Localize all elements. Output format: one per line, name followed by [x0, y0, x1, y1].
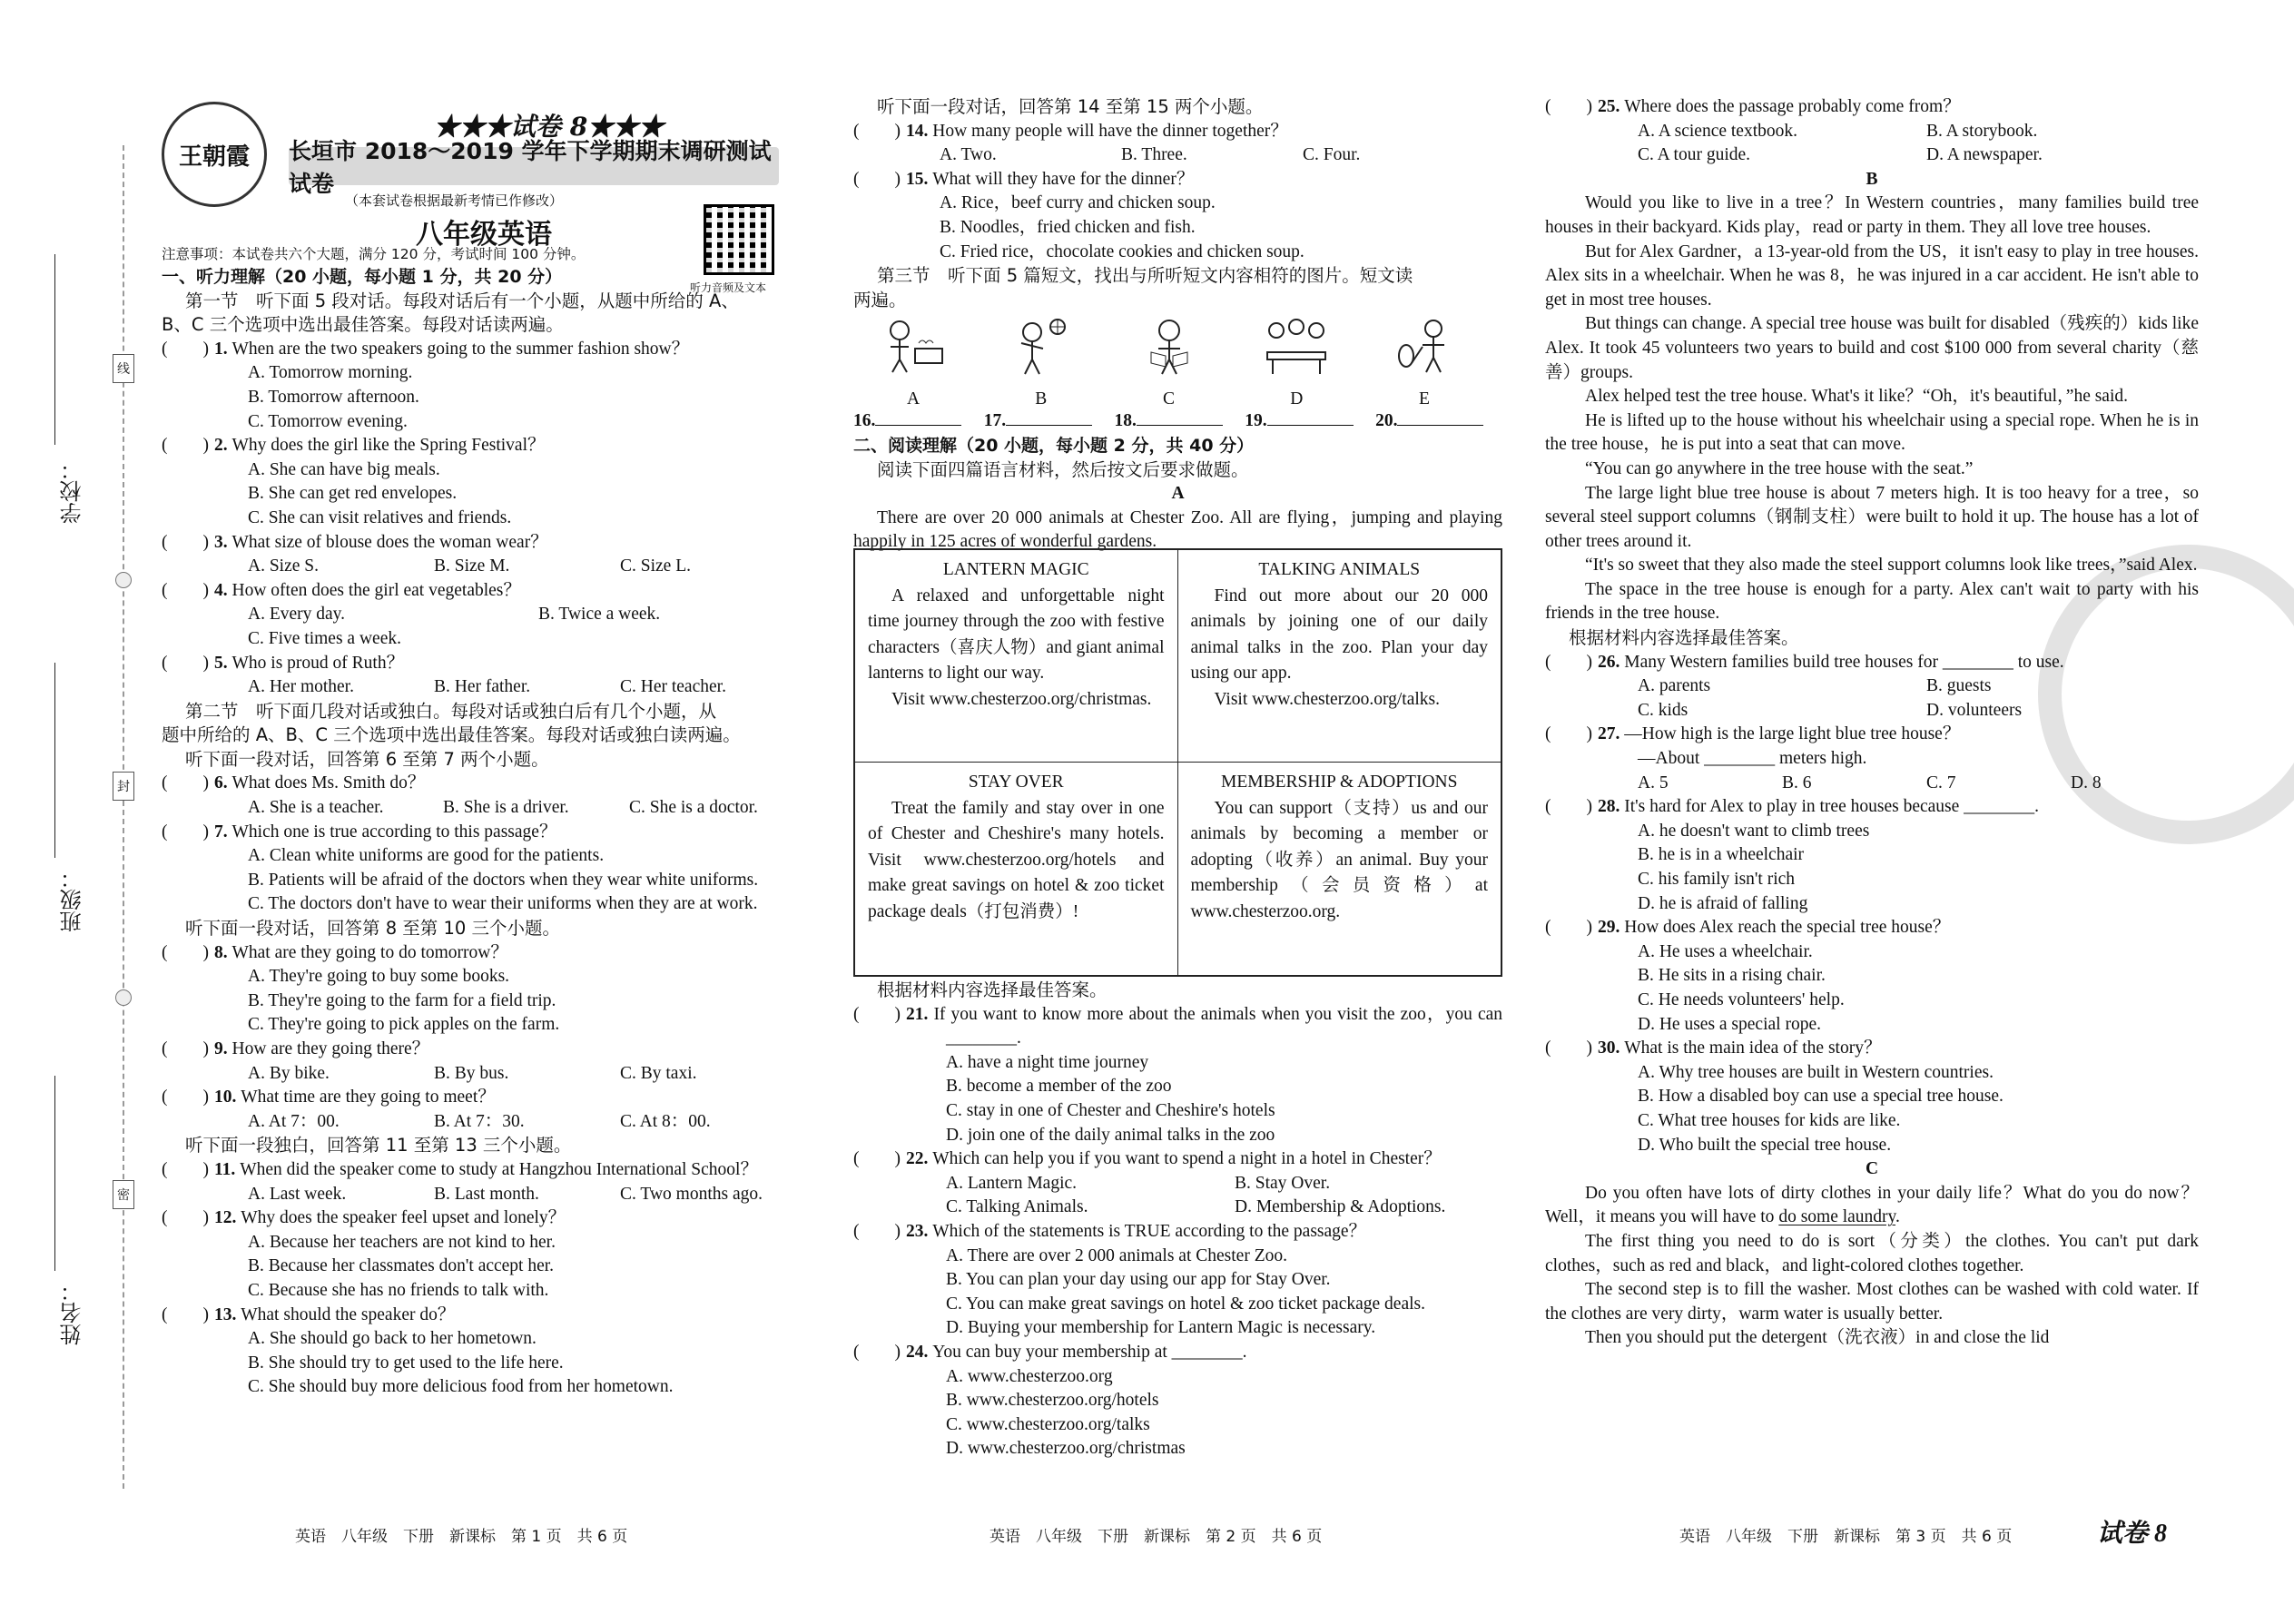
- subject-title: 八年级英语: [416, 219, 552, 251]
- picture-label: B: [1035, 389, 1048, 408]
- section-heading: 二、阅读理解（20 小题，每小题 2 分，共 40 分）: [853, 435, 1255, 456]
- paragraph: Would you like to live in a tree？In Western countries，many families build tree houses in their backyard. Kids play，read or party in them. They all love tree houses.: [1545, 193, 2199, 237]
- picture-b[interactable]: [999, 316, 1083, 408]
- option-c[interactable]: C. stay in one of Chester and Cheshire's hotels: [946, 1100, 1275, 1120]
- option-b[interactable]: B. Patients will be afraid of the doctors when they wear white uniforms.: [248, 870, 759, 890]
- option-b[interactable]: B. he is in a wheelchair: [1638, 845, 1805, 865]
- option-b[interactable]: B. A storybook.: [1926, 121, 2038, 141]
- answer-blanks: 16. 17. 18. 19. 20.: [853, 408, 1502, 434]
- picture-label: D: [1290, 389, 1304, 408]
- option-c[interactable]: C. Talking Animals.: [946, 1197, 1088, 1217]
- option-a[interactable]: A. have a night time journey: [946, 1052, 1149, 1072]
- option-d[interactable]: D. He uses a special rope.: [1638, 1014, 1821, 1034]
- box-title: MEMBERSHIP & ADOPTIONS: [1221, 773, 1458, 792]
- school-label: 学校：: [60, 458, 85, 524]
- option-b[interactable]: B. 6: [1782, 773, 1812, 792]
- paragraph: “It's so sweet that they also made the steel support columns look like trees，”said Alex.: [1585, 556, 2198, 576]
- question-9: ( ) 9. How are they going there？: [162, 1039, 430, 1058]
- question-28: ( ) 28. It's hard for Alex to play in tree houses because ________.: [1545, 797, 2040, 817]
- question-25: ( ) 25. Where does the passage probably come from？: [1545, 97, 1961, 116]
- box-title: STAY OVER: [968, 773, 1064, 792]
- paragraph: He is lifted up to the house without his wheelchair using a special rope. When he is in the tree house，he is put into a seat that can move.: [1545, 410, 2199, 455]
- passage-label: A: [1171, 484, 1185, 504]
- question-10: ( ) 10. What time are they going to meet？: [162, 1088, 496, 1107]
- option-b[interactable]: B. Because her classmates don't accept her.: [248, 1256, 555, 1276]
- option-b[interactable]: B. Three.: [1121, 145, 1187, 165]
- name-label: 姓名：: [60, 1280, 85, 1345]
- instructions: 听下面一段独白，回答第 11 至第 13 三个小题。: [185, 1135, 572, 1156]
- question-14: ( ) 14. How many people will have the dinner together？: [853, 121, 1288, 141]
- cut-line: [123, 145, 124, 1489]
- underlined-phrase: do some laundry: [1778, 1207, 1896, 1227]
- option-b[interactable]: B. become a member of the zoo: [946, 1077, 1172, 1097]
- option-c[interactable]: C. Because she has no friends to talk with.: [248, 1280, 549, 1300]
- option-c[interactable]: C. his family isn't rich: [1638, 870, 1796, 889]
- picture-a[interactable]: [871, 316, 955, 408]
- option-c[interactable]: C. He needs volunteers' help.: [1638, 989, 1845, 1009]
- revision-note: （本套试卷根据最新考情已作修改）: [345, 192, 564, 209]
- option-c[interactable]: C. You can make great savings on hotel & zoo ticket package deals.: [946, 1294, 1425, 1314]
- instructions: 阅读下面四篇语言材料，然后按文后要求做题。: [877, 458, 1249, 480]
- option-b[interactable]: B. You can plan your day using our app for Stay Over.: [946, 1270, 1331, 1290]
- seal-mark: 密: [113, 1180, 134, 1209]
- option-a[interactable]: A. parents: [1638, 676, 1711, 696]
- question-29: ( ) 29. How does Alex reach the special tree house？: [1545, 918, 1951, 938]
- box-link: Visit www.chesterzoo.org/talks.: [1214, 689, 1440, 709]
- instructions: 第三节 听下面 5 篇短文，找出与所听短文内容相符的图片。短文读: [877, 265, 1413, 287]
- option-d[interactable]: D. join one of the daily animal talks in the zoo: [946, 1125, 1275, 1145]
- option-a[interactable]: A. Two.: [940, 145, 997, 165]
- question-15: ( ) 15. What will they have for the dinner？: [853, 169, 1195, 189]
- page-2-column: [853, 95, 1502, 555]
- option-a[interactable]: A. 5: [1638, 773, 1669, 792]
- question-line: —About ________ meters high.: [1638, 749, 1867, 769]
- paper-number-tag: 试卷 8: [2097, 1520, 2168, 1548]
- instructions: 题中所给的 A、B、C 三个选项中选出最佳答案。每段对话或独白读两遍。: [162, 724, 741, 746]
- answer-blank[interactable]: [1397, 408, 1483, 426]
- option-b[interactable]: B. By bus.: [434, 1063, 509, 1083]
- option-a[interactable]: A. She should go back to her hometown.: [248, 1329, 537, 1349]
- option-c[interactable]: C. Two months ago.: [620, 1184, 763, 1204]
- option-a[interactable]: A. She can have big meals.: [248, 459, 440, 479]
- paragraph: Then you should put the detergent（洗衣液）in and close the lid: [1585, 1328, 2050, 1348]
- school-line: [54, 254, 55, 445]
- publisher-logo: 王朝霞: [162, 102, 267, 207]
- option-a[interactable]: A. Rice，beef curry and chicken soup.: [940, 193, 1216, 213]
- instructions: 第二节 听下面几段对话或独白。每段对话或独白后有几个小题，从: [185, 700, 717, 722]
- page-3-column: [1545, 95, 2199, 1351]
- question-1: ( ) 1. When are the two speakers going to the summer fashion show？: [162, 339, 690, 359]
- question-4: ( ) 4. How often does the girl eat vegetables？: [162, 580, 521, 600]
- option-b[interactable]: B. guests: [1926, 676, 1992, 696]
- instructions: 听下面一段对话，回答第 6 至第 7 两个小题。: [185, 748, 549, 770]
- picture-d[interactable]: [1255, 316, 1338, 408]
- cooking-icon: [877, 316, 950, 379]
- instructions: 听下面一段对话，回答第 8 至第 10 三个小题。: [185, 918, 561, 940]
- option-c[interactable]: C. A tour guide.: [1638, 145, 1751, 165]
- reading-icon: [1133, 316, 1206, 379]
- question-5: ( ) 5. Who is proud of Ruth？: [162, 653, 405, 673]
- qr-caption: 听力音频及文本: [690, 281, 767, 294]
- option-b[interactable]: B. Twice a week.: [538, 605, 661, 625]
- question-11: ( ) 11. When did the speaker come to study at Hangzhou International School？: [162, 1159, 758, 1179]
- class-label: 班级：: [60, 867, 85, 932]
- option-c[interactable]: C. She is a doctor.: [629, 798, 758, 818]
- zoo-info-table: [853, 548, 1502, 977]
- instructions: 两遍。: [853, 289, 907, 310]
- picture-c[interactable]: [1127, 316, 1211, 408]
- option-c[interactable]: C. Tomorrow evening.: [248, 411, 408, 431]
- option-a[interactable]: A. Size S.: [248, 556, 319, 576]
- box-text: You can support（支持）us and our animals by becoming a member or adopting（收养）an animal. Buy your membership（会员资格）at www.chesterzoo.org.: [1190, 798, 1488, 921]
- name-line: [54, 1076, 55, 1271]
- option-b[interactable]: B. Her father.: [434, 677, 531, 697]
- binding-hole: [115, 572, 132, 588]
- option-c[interactable]: C. Fried rice，chocolate cookies and chicken soup.: [940, 241, 1305, 261]
- option-c[interactable]: C. kids: [1638, 700, 1689, 720]
- option-a[interactable]: A. Because her teachers are not kind to her.: [248, 1232, 556, 1252]
- picture-label: E: [1419, 389, 1430, 408]
- option-d[interactable]: D. volunteers: [1926, 700, 2023, 720]
- option-b[interactable]: B. Noodles，fried chicken and fish.: [940, 217, 1196, 237]
- option-d[interactable]: D. Who built the special tree house.: [1638, 1135, 1892, 1155]
- section-heading: 一、听力理解（20 小题，每小题 1 分，共 20 分）: [162, 267, 563, 287]
- question-12: ( ) 12. Why does the speaker feel upset and lonely？: [162, 1208, 566, 1228]
- page-2-questions: [853, 979, 1502, 1462]
- question-22: ( ) 22. Which can help you if you want to spend a night in a hotel in Chester？: [853, 1149, 1442, 1169]
- option-a[interactable]: A. A science textbook.: [1638, 121, 1798, 141]
- box-text: Find out more about our 20 000 animals by joining one of our daily animal talks in the zoo. Plan your day using our app.: [1190, 586, 1488, 683]
- option-a[interactable]: A. www.chesterzoo.org: [946, 1366, 1113, 1386]
- option-a[interactable]: A. There are over 2 000 animals at Chester Zoo.: [946, 1245, 1287, 1265]
- seal-mark: 线: [113, 354, 134, 383]
- question-30: ( ) 30. What is the main idea of the story？: [1545, 1038, 1882, 1058]
- option-b[interactable]: B. He sits in a rising chair.: [1638, 966, 1826, 986]
- exam-notice: 注意事项：本试卷共六个大题，满分 120 分，考试时间 100 分钟。: [162, 246, 586, 262]
- option-b[interactable]: B. She is a driver.: [443, 798, 569, 818]
- option-c[interactable]: C. 7: [1926, 773, 1956, 792]
- question-6: ( ) 6. What does Ms. Smith do？: [162, 773, 426, 793]
- option-c[interactable]: C. She can visit relatives and friends.: [248, 507, 512, 527]
- option-a[interactable]: A. She is a teacher.: [248, 798, 384, 818]
- answer-blank[interactable]: [875, 408, 961, 426]
- tennis-icon: [1388, 316, 1461, 379]
- paragraph: Do you often have lots of dirty clothes in your daily life？What do you do now？Well，it means you will have to do some laundry.: [1545, 1183, 2199, 1227]
- option-c[interactable]: C. Size L.: [620, 556, 691, 576]
- option-c[interactable]: C. www.chesterzoo.org/talks: [946, 1414, 1150, 1434]
- answer-blank[interactable]: [1137, 408, 1223, 426]
- option-b[interactable]: B. They're going to the farm for a field trip.: [248, 990, 556, 1010]
- option-b[interactable]: B. Stay Over.: [1235, 1173, 1331, 1193]
- option-d[interactable]: D. 8: [2071, 773, 2102, 792]
- question-21: ( ) 21. If you want to know more about the animals when you visit the zoo，you can ________.: [853, 1004, 1503, 1048]
- option-a[interactable]: A. Tomorrow morning.: [248, 363, 413, 383]
- question-3: ( ) 3. What size of blouse does the woman wear？: [162, 532, 548, 552]
- paper-number: ★★★试卷 8★★★: [434, 112, 665, 142]
- option-c[interactable]: C. At 8：00.: [620, 1111, 711, 1131]
- instructions: B、C 三个选项中选出最佳答案。每段对话读两遍。: [162, 314, 564, 336]
- option-c[interactable]: C. They're going to pick apples on the farm.: [248, 1015, 560, 1035]
- box-title: LANTERN MAGIC: [942, 560, 1089, 579]
- page-footer: 英语 八年级 下册 新课标 第 3 页 共 6 页: [1679, 1528, 2013, 1546]
- question-2: ( ) 2. Why does the girl like the Spring Festival？: [162, 436, 546, 456]
- option-c[interactable]: C. Four.: [1303, 145, 1361, 165]
- question-7: ( ) 7. Which one is true according to this passage？: [162, 822, 557, 842]
- seal-mark: 封: [113, 772, 134, 801]
- page-footer: 英语 八年级 下册 新课标 第 1 页 共 6 页: [295, 1528, 628, 1546]
- option-a[interactable]: A. Why tree houses are built in Western countries.: [1638, 1062, 1994, 1082]
- option-a[interactable]: A. At 7：00.: [248, 1111, 340, 1131]
- paragraph: The second step is to fill the washer. Most clothes can be washed with cold water. If the clothes are very dirty，warm water is usually better.: [1545, 1280, 2199, 1324]
- box-text: Treat the family and stay over in one of Chester and Cheshire's many hotels. Visit www.chesterzoo.org/hotels and make great savings on hotel & zoo ticket package deals（打包消费）!: [868, 798, 1165, 921]
- option-a[interactable]: A. Last week.: [248, 1184, 347, 1204]
- question-8: ( ) 8. What are they going to do tomorrow？: [162, 942, 508, 962]
- option-b[interactable]: B. Size M.: [434, 556, 510, 576]
- picture-options: [853, 316, 1502, 408]
- option-c[interactable]: C. The doctors don't have to wear their uniforms when they are at work.: [248, 894, 758, 914]
- option-c[interactable]: C. What tree houses for kids are like.: [1638, 1110, 1901, 1130]
- paragraph: The first thing you need to do is sort（分类）the clothes. You can't put dark clothes，such as red and black，and light-colored clothes together.: [1545, 1231, 2199, 1275]
- question-23: ( ) 23. Which of the statements is TRUE according to the passage？: [853, 1221, 1367, 1241]
- passage-label: C: [1865, 1159, 1879, 1179]
- option-c[interactable]: C. Her teacher.: [620, 677, 726, 697]
- option-b[interactable]: B. She can get red envelopes.: [248, 484, 458, 504]
- page-footer: 英语 八年级 下册 新课标 第 2 页 共 6 页: [989, 1528, 1323, 1546]
- option-d[interactable]: D. Buying your membership for Lantern Magic is necessary.: [946, 1318, 1376, 1338]
- option-a[interactable]: A. By bike.: [248, 1063, 330, 1083]
- option-b[interactable]: B. At 7：30.: [434, 1111, 525, 1131]
- binding-hole: [115, 989, 132, 1006]
- question-24: ( ) 24. You can buy your membership at ________.: [853, 1342, 1247, 1362]
- option-b[interactable]: B. Last month.: [434, 1184, 539, 1204]
- option-a[interactable]: A. Clean white uniforms are good for the patients.: [248, 846, 605, 866]
- option-d[interactable]: D. A newspaper.: [1926, 145, 2043, 165]
- class-line: [54, 663, 55, 858]
- option-b[interactable]: B. How a disabled boy can use a special tree house.: [1638, 1087, 2004, 1107]
- family-dinner-icon: [1260, 316, 1333, 379]
- option-a[interactable]: A. Her mother.: [248, 677, 354, 697]
- option-a[interactable]: A. Every day.: [248, 605, 346, 625]
- picture-e[interactable]: [1383, 316, 1466, 408]
- instructions: 听下面一段对话，回答第 14 至第 15 两个小题。: [877, 96, 1264, 117]
- option-c[interactable]: C. By taxi.: [620, 1063, 697, 1083]
- page-1-column: [162, 265, 808, 1400]
- paragraph: The space in the tree house is enough for a party. Alex can't wait to party with his friends in the tree house.: [1545, 579, 2199, 624]
- option-c[interactable]: C. She should buy more delicious food from her hometown.: [248, 1377, 674, 1397]
- exam-title: 长垣市 2018～2019 学年下学期期末调研测试试卷: [289, 147, 779, 185]
- option-d[interactable]: D. Membership & Adoptions.: [1235, 1197, 1446, 1217]
- picture-label: C: [1162, 389, 1175, 408]
- box-link: Visit www.chesterzoo.org/christmas.: [891, 689, 1152, 709]
- option-c[interactable]: C. Five times a week.: [248, 628, 401, 648]
- option-a[interactable]: A. They're going to buy some books.: [248, 967, 510, 987]
- paragraph: The large light blue tree house is about 7 meters high. It is too heavy for a tree，so several steel support columns（钢制支柱）were built to hold it up. The house has a lot of other trees around it.: [1545, 483, 2199, 551]
- option-d[interactable]: D. he is afraid of falling: [1638, 893, 1808, 913]
- instructions: 根据材料内容选择最佳答案。: [1569, 627, 1799, 649]
- option-b[interactable]: B. Tomorrow afternoon.: [248, 387, 419, 407]
- passage-intro: There are over 20 000 animals at Chester Zoo. All are flying，jumping and playing happily in 125 acres of wonderful gardens.: [853, 507, 1502, 552]
- stay-over-box: [855, 763, 1178, 975]
- option-d[interactable]: D. www.chesterzoo.org/christmas: [946, 1439, 1186, 1459]
- option-a[interactable]: A. he doesn't want to climb trees: [1638, 821, 1870, 841]
- box-text: A relaxed and unforgettable night time journey through the zoo with festive characters（喜庆人物）and giant animal lanterns to light our way.: [868, 586, 1165, 683]
- option-b[interactable]: B. She should try to get used to the life here.: [248, 1353, 564, 1373]
- paragraph: But things can change. A special tree house was built for disabled（残疾的）kids like Alex. It took 45 volunteers two years to build and cost $100 000 from several charity（慈善）groups.: [1545, 314, 2199, 382]
- option-b[interactable]: B. www.chesterzoo.org/hotels: [946, 1391, 1159, 1411]
- talking-animals-box: [1178, 550, 1501, 763]
- basketball-icon: [1005, 316, 1078, 379]
- picture-label: A: [906, 389, 921, 408]
- membership-box: [1178, 763, 1501, 975]
- instructions: 第一节 听下面 5 段对话。每段对话后有一个小题，从题中所给的 A、: [185, 290, 739, 311]
- paragraph: “You can go anywhere in the tree house with the seat.”: [1585, 458, 1974, 478]
- box-title: TALKING ANIMALS: [1258, 560, 1421, 579]
- passage-label: B: [1866, 169, 1878, 189]
- question-26: ( ) 26. Many Western families build tree houses for ________ to use.: [1545, 652, 2064, 672]
- question-27: ( ) 27. —How high is the large light blue tree house？: [1545, 724, 1961, 744]
- lantern-magic-box: [855, 550, 1178, 763]
- paragraph: But for Alex Gardner，a 13-year-old from the US，it isn't easy to play in tree houses. Alex sits in a wheelchair. When he was 8，he was injured in a car accident. He isn't able to get in most tree houses.: [1545, 241, 2199, 310]
- question-13: ( ) 13. What should the speaker do？: [162, 1304, 456, 1324]
- option-a[interactable]: A. Lantern Magic.: [946, 1173, 1078, 1193]
- answer-blank[interactable]: [1006, 408, 1092, 426]
- instructions: 根据材料内容选择最佳答案。: [877, 979, 1108, 1000]
- option-a[interactable]: A. He uses a wheelchair.: [1638, 941, 1813, 961]
- answer-blank[interactable]: [1267, 408, 1354, 426]
- paragraph: Alex helped test the tree house. What's it like？“Oh，it's beautiful，”he said.: [1585, 387, 2129, 407]
